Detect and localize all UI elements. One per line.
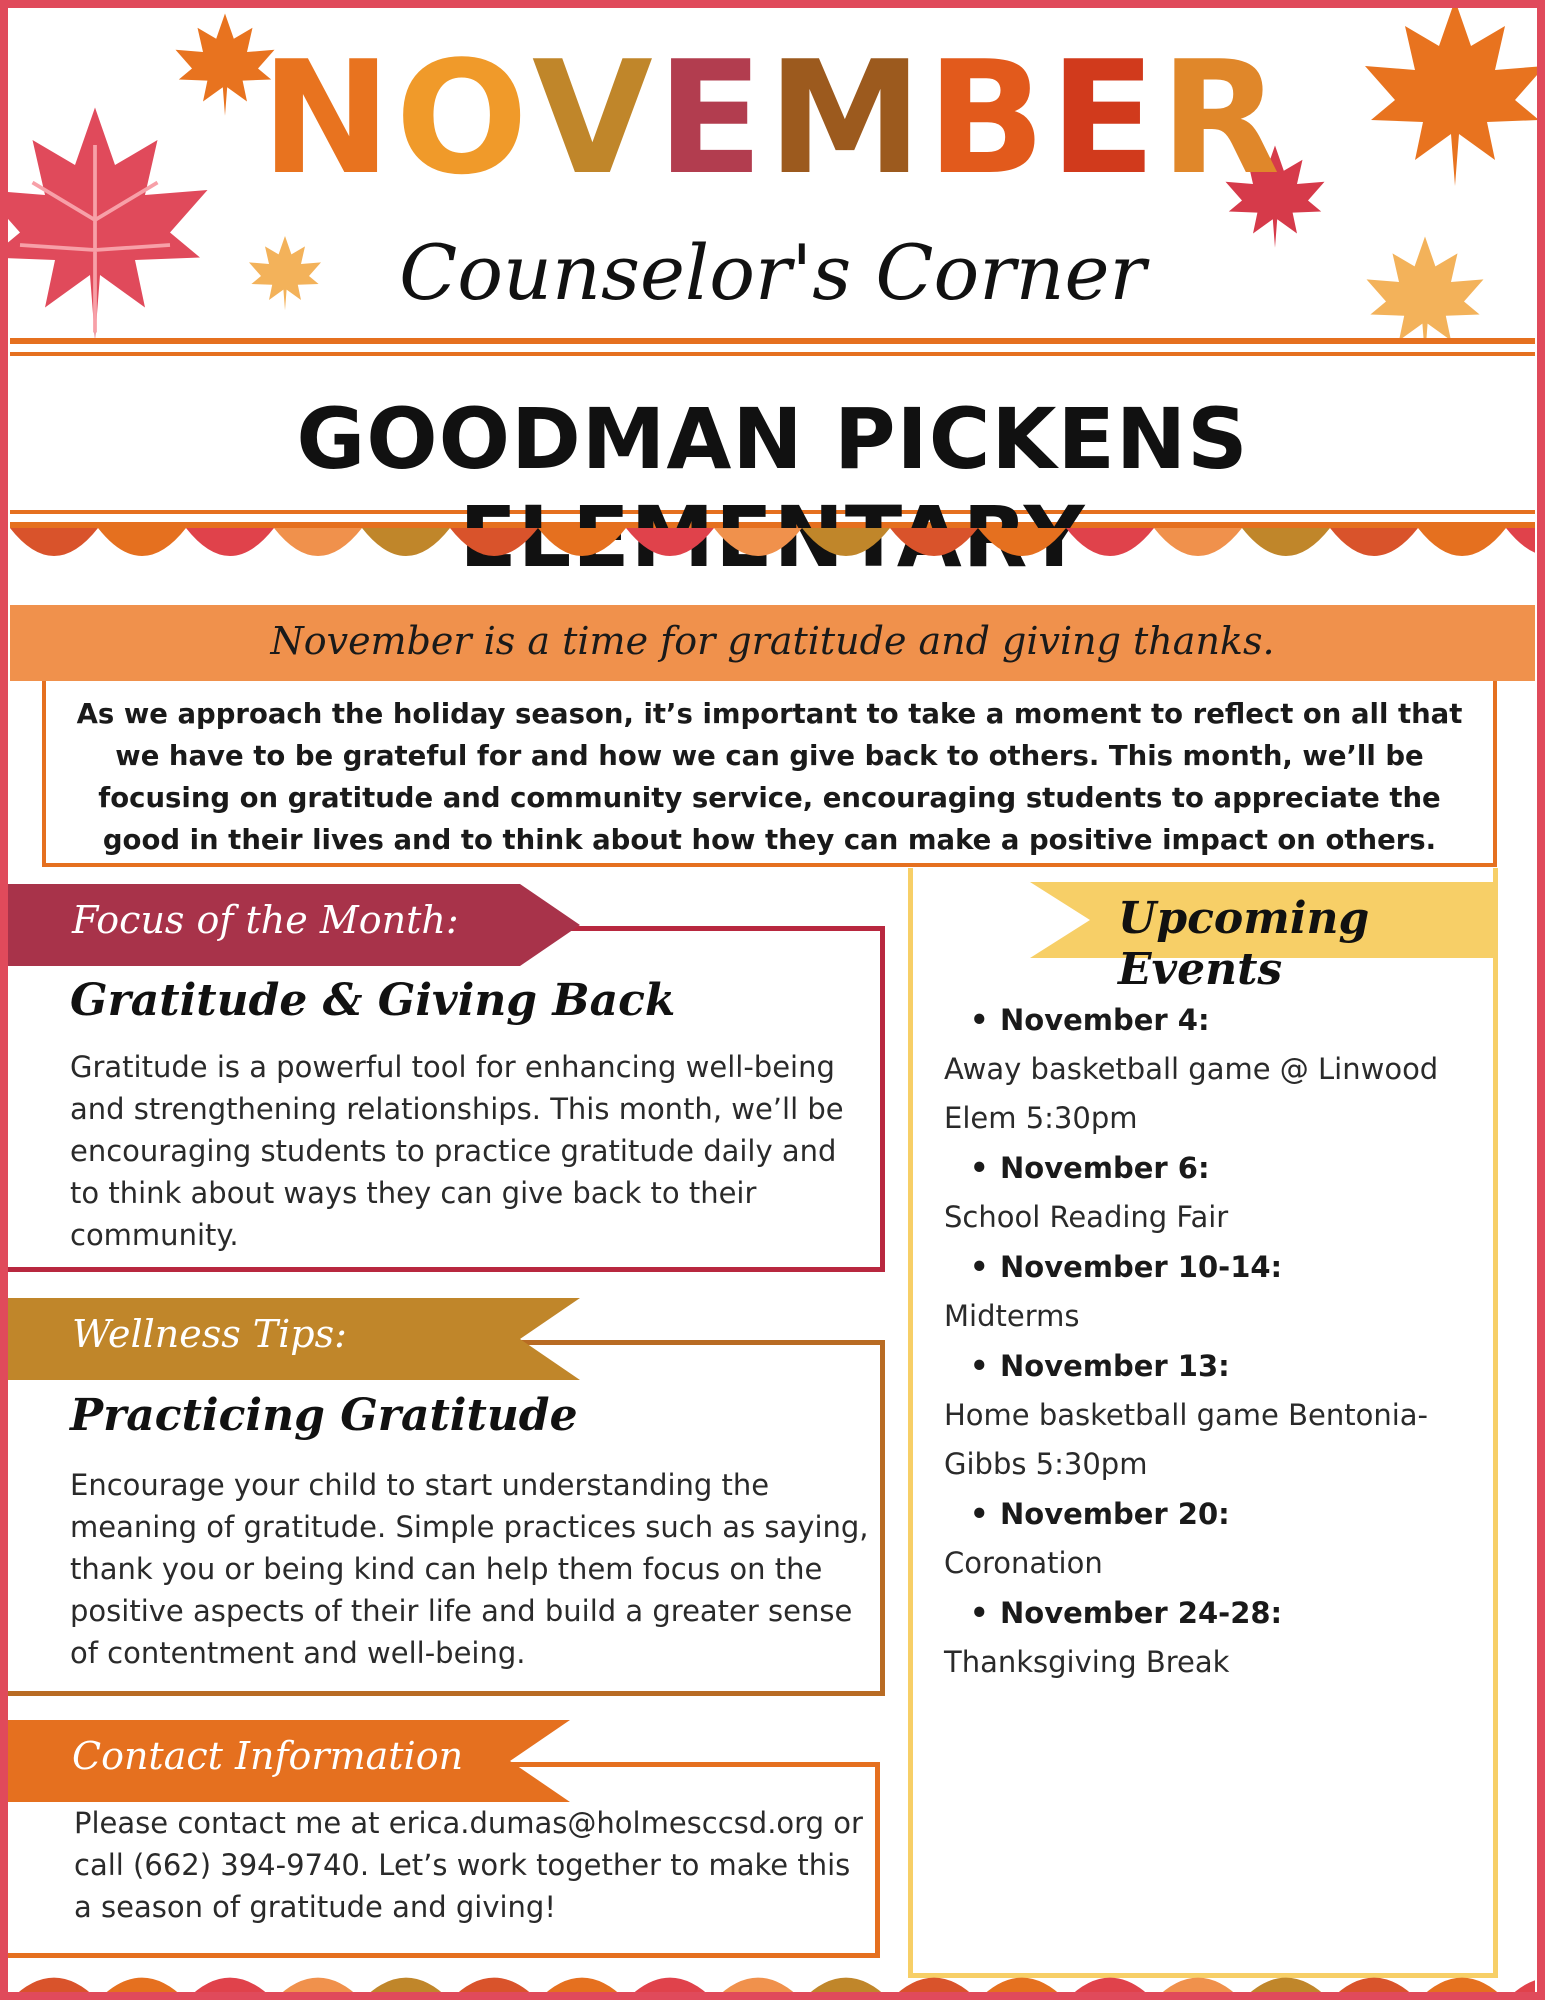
scallop: [1506, 528, 1535, 556]
scallop: [1330, 528, 1418, 556]
title-letter: R: [1160, 27, 1285, 209]
tagline: November is a time for gratitude and giving thanks.: [270, 619, 1275, 663]
scallop: [1154, 528, 1242, 556]
list-item: [944, 1143, 1484, 1242]
scallop: [1154, 1978, 1242, 2000]
list-item: [944, 1489, 1484, 1588]
scallop-border: [10, 1968, 1535, 2000]
scallop: [98, 1978, 186, 2000]
scallop: [538, 1978, 626, 2000]
scallop: [802, 528, 890, 556]
title-letter: V: [532, 27, 657, 209]
focus-label: Focus of the Month:: [72, 898, 459, 942]
scallop: [626, 528, 714, 556]
scallop: [890, 528, 978, 556]
event-date: • November 6:: [944, 1143, 1484, 1193]
month-title: [0, 27, 1545, 209]
event-date: • November 24-28:: [944, 1588, 1484, 1638]
event-desc: Away basketball game @ Linwood Elem 5:30pm: [944, 1052, 1439, 1135]
scallop: [1506, 1978, 1535, 2000]
scallop: [890, 1978, 978, 2000]
scallop: [978, 528, 1066, 556]
focus-heading: Gratitude & Giving Back: [70, 975, 676, 1026]
scallop: [1418, 528, 1506, 556]
scallop: [274, 1978, 362, 2000]
event-date: • November 4:: [944, 995, 1484, 1045]
scallop: [802, 1978, 890, 2000]
list-item: [944, 1588, 1484, 1687]
event-desc: Coronation: [944, 1546, 1103, 1580]
title-letter: N: [260, 27, 396, 209]
list-item: [944, 995, 1484, 1143]
scallop: [10, 1978, 98, 2000]
title-letter: E: [1049, 27, 1161, 209]
contact-label: Contact Information: [72, 1734, 464, 1778]
event-desc: Thanksgiving Break: [944, 1645, 1230, 1679]
title-letter: B: [926, 27, 1050, 209]
event-desc: Home basketball game Bentonia-Gibbs 5:30pm: [944, 1398, 1429, 1481]
scallop: [978, 1978, 1066, 2000]
event-date: • November 20:: [944, 1489, 1484, 1539]
scallop: [1418, 1978, 1506, 2000]
scallop: [362, 528, 450, 556]
event-desc: School Reading Fair: [944, 1200, 1229, 1234]
scallop: [186, 528, 274, 556]
scallop: [538, 528, 626, 556]
event-list: [944, 995, 1484, 1687]
scallop: [450, 528, 538, 556]
wellness-label: Wellness Tips:: [72, 1312, 347, 1356]
wellness-heading: Practicing Gratitude: [70, 1390, 578, 1441]
scallop: [1066, 1978, 1154, 2000]
scallop: [1066, 528, 1154, 556]
scallop: [626, 1978, 714, 2000]
scallop: [186, 1978, 274, 2000]
list-item: [944, 1242, 1484, 1341]
focus-body: Gratitude is a powerful tool for enhancing well-being and strengthening relationships. This month, we’ll be encouraging students to practice gratitude daily and to think about ways they can give back to their community.: [70, 1050, 844, 1252]
tagline-bar: [10, 605, 1535, 681]
scallop-border: [10, 528, 1535, 568]
wellness-body: Encourage your child to start understanding the meaning of gratitude. Simple practices such as saying, thank you or being kind can help them focus on the positive aspects of their life and build a greater sense of contentment and well-being.: [70, 1468, 869, 1670]
school-banner: [10, 338, 1535, 528]
events-title: Upcoming Events: [1118, 893, 1370, 995]
event-date: • November 10-14:: [944, 1242, 1484, 1292]
contact-body: Please contact me at erica.dumas@holmesccsd.org or call (662) 394-9740. Let’s work together to make this a season of gratitude and giving!: [74, 1806, 863, 1924]
scallop: [714, 528, 802, 556]
event-desc: Midterms: [944, 1299, 1080, 1333]
title-letter: E: [656, 27, 768, 209]
list-item: [944, 1341, 1484, 1489]
scallop: [1242, 1978, 1330, 2000]
title-letter: O: [395, 27, 532, 209]
scallop: [274, 528, 362, 556]
intro-text: As we approach the holiday season, it’s important to take a moment to reflect on all that we have to be grateful for and how we can give back to others. This month, we’ll be focusing on gratitude and community service, encouraging students to appreciate the good in their lives and to think about how they can make a positive impact on others.: [76, 698, 1463, 856]
school-name: GOODMAN PICKENS: [296, 390, 1249, 488]
scallop: [362, 1978, 450, 2000]
page-subtitle: Counselor's Corner: [399, 228, 1146, 317]
scallop: [450, 1978, 538, 2000]
scallop: [1242, 528, 1330, 556]
scallop: [98, 528, 186, 556]
title-letter: M: [767, 27, 927, 209]
scallop: [714, 1978, 802, 2000]
intro-box: [42, 681, 1497, 867]
scallop: [10, 528, 98, 556]
scallop: [1330, 1978, 1418, 2000]
event-date: • November 13:: [944, 1341, 1484, 1391]
